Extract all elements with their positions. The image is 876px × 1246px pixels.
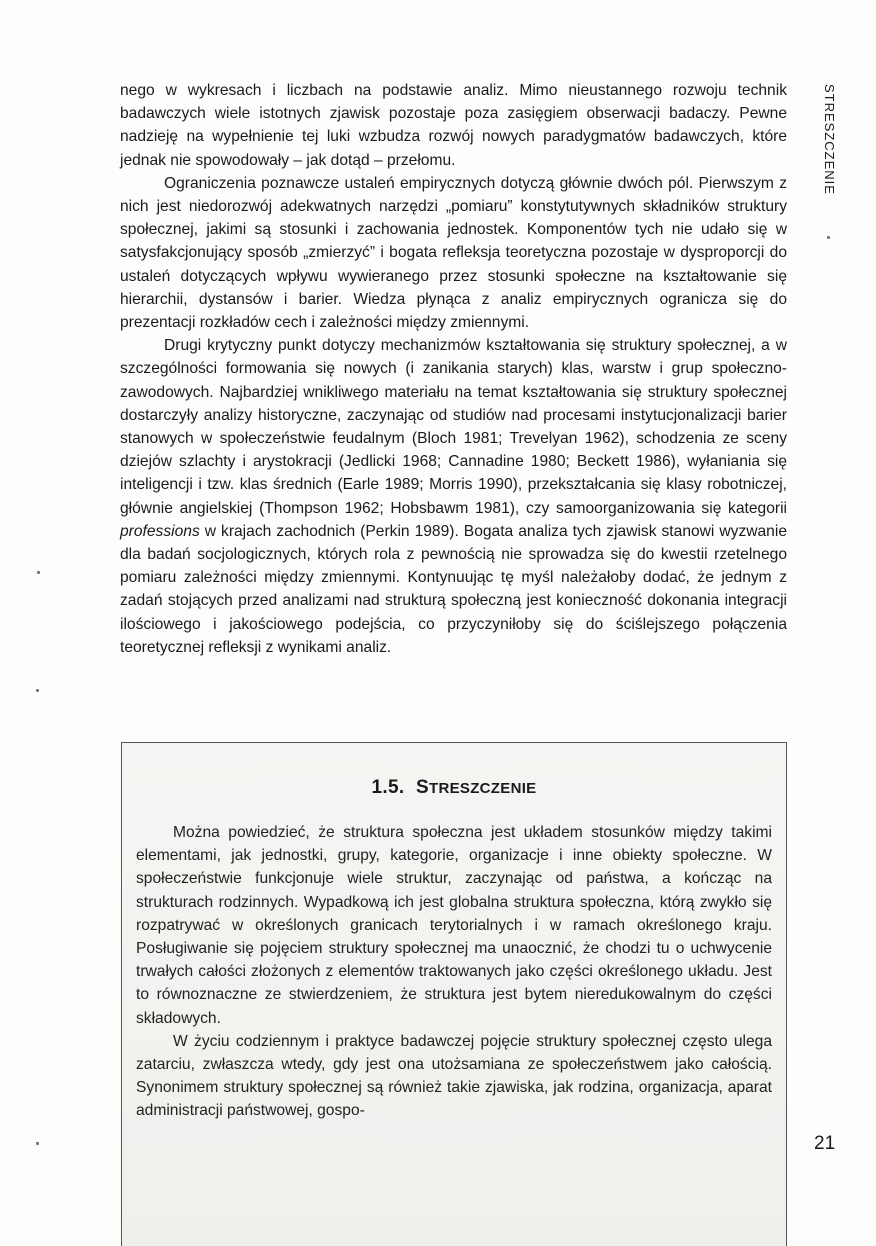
summary-paragraph-1: Można powiedzieć, że struktura społeczna jest układem stosunków między takimi elementami, jak jednostki, grupy, kategorie, organizacje i inne obiekty społeczne. W społeczeństwie funkcjonuje wiele struktur, zaczynając od państwa, a kończąc na strukturach rodzinnych. Wypadkową ich jest globalna struktura społeczna, którą zwykło się rozpatrywać w określonych granicach terytorialnych i w ramach określonego kraju. Posługiwanie się pojęciem struktury społecznej ma unaocznić, że chodzi tu o uchwycenie trwałych całości złożonych z elementów traktowanych jako części określonego układu. Jest to równoznaczne ze stwierdzeniem, że struktura jest bytem nieredukowalnym do części składowych.	[136, 824, 772, 1027]
section-number: 1.5.	[371, 777, 405, 798]
scan-speck	[36, 1142, 39, 1145]
italic-term: professions	[120, 522, 200, 540]
scan-speck	[36, 689, 39, 692]
section-title	[416, 777, 536, 798]
scan-speck	[37, 571, 40, 574]
paragraph-3-text-end: w krajach zachodnich (Perkin 1989). Bogata analiza tych zjawisk stanowi wyzwanie dla badań socjologicznych, których rola z pewnością nie sprowadza się do kwestii rzetelnego pomiaru zależności między zmiennymi. Kontynuując tę myśl należałoby dodać, że jednym z zadań stojących przed analizami nad strukturą społeczną jest konieczność dokonania integracji ilościowego i jakościowego podejścia, co przyczyniłoby się do ściślejszego połączenia teoretycznej refleksji z wynikami analiz.	[120, 522, 787, 656]
body-paragraph-2: Ograniczenia poznawcze ustaleń empirycznych dotyczą głównie dwóch pól. Pierwszym z nich jest niedorozwój adekwatnych narzędzi „pomiaru” konstytutywnych składników struktury społecznej, jakimi są stosunki i zachowania jednostek. Komponentów tych nie udało się w satysfakcjonujący sposób „zmierzyć” i bogata refleksja teoretyczna pozostaje w dysproporcji do ustaleń dotyczących wpływu wywieranego przez stosunki społeczne na kształtowanie się hierarchii, dystansów i barier. Wiedza płynąca z analiz empirycznych ogranicza się do prezentacji rozkładów cech i zależności między zmiennymi.	[120, 174, 787, 332]
section-heading	[122, 777, 786, 799]
running-header	[813, 84, 837, 204]
summary-box	[121, 742, 787, 1246]
page-number: 21	[814, 1133, 836, 1154]
scan-speck	[827, 236, 830, 239]
running-header-text: STRESZCZENIE	[822, 84, 837, 195]
body-paragraph-1: nego w wykresach i liczbach na podstawie analiz. Mimo nieustannego rozwoju technik badawczych wiele istotnych zjawisk pozostaje poza zasięgiem obserwacji badaczy. Pewne nadzieję na wypełnienie tej luki wzbudza rozwój nowych paradygmatów badawczych, które jednak nie spowodowały – jak dotąd – przełomu.	[120, 82, 787, 169]
section-title-rest: TRESZCZENIE	[429, 780, 537, 797]
body-paragraph-3	[120, 334, 787, 659]
section-title-cap: S	[416, 777, 429, 798]
paragraph-3-text-start: Drugi krytyczny punkt dotyczy mechanizmów kształtowania się struktury społecznej, a w szczególności formowania się nowych (i zanikania starych) klas, warstw i grup społeczno-zawodowych. Najbardziej wnikliwego materiału na temat kształtowania się struktury społecznej dostarczyły analizy historyczne, zaczynając od studiów nad procesami instytucjonalizacji barier stanowych w społeczeństwie feudalnym (Bloch 1981; Trevelyan 1962), schodzenia ze sceny dziejów szlachty i arystokracji (Jedlicki 1968; Cannadine 1980; Beckett 1986), wyłaniania się inteligencji i tzw. klas średnich (Earle 1989; Morris 1990), przekształcania się klasy robotniczej, głównie angielskiej (Thompson 1962; Hobsbawm 1981), czy samoorganizowania się kategorii	[120, 337, 787, 517]
summary-paragraph-2: W życiu codziennym i praktyce badawczej pojęcie struktury społecznej często ulega zatarciu, zwłaszcza wtedy, gdy jest ona utożsamiana ze społeczeństwem jako całością. Synonimem struktury społecznej są również takie zjawiska, jak rodzina, organizacja, aparat administracji państwowej, gospo-	[136, 1032, 772, 1120]
body-text	[120, 79, 787, 659]
summary-text	[136, 821, 772, 1123]
